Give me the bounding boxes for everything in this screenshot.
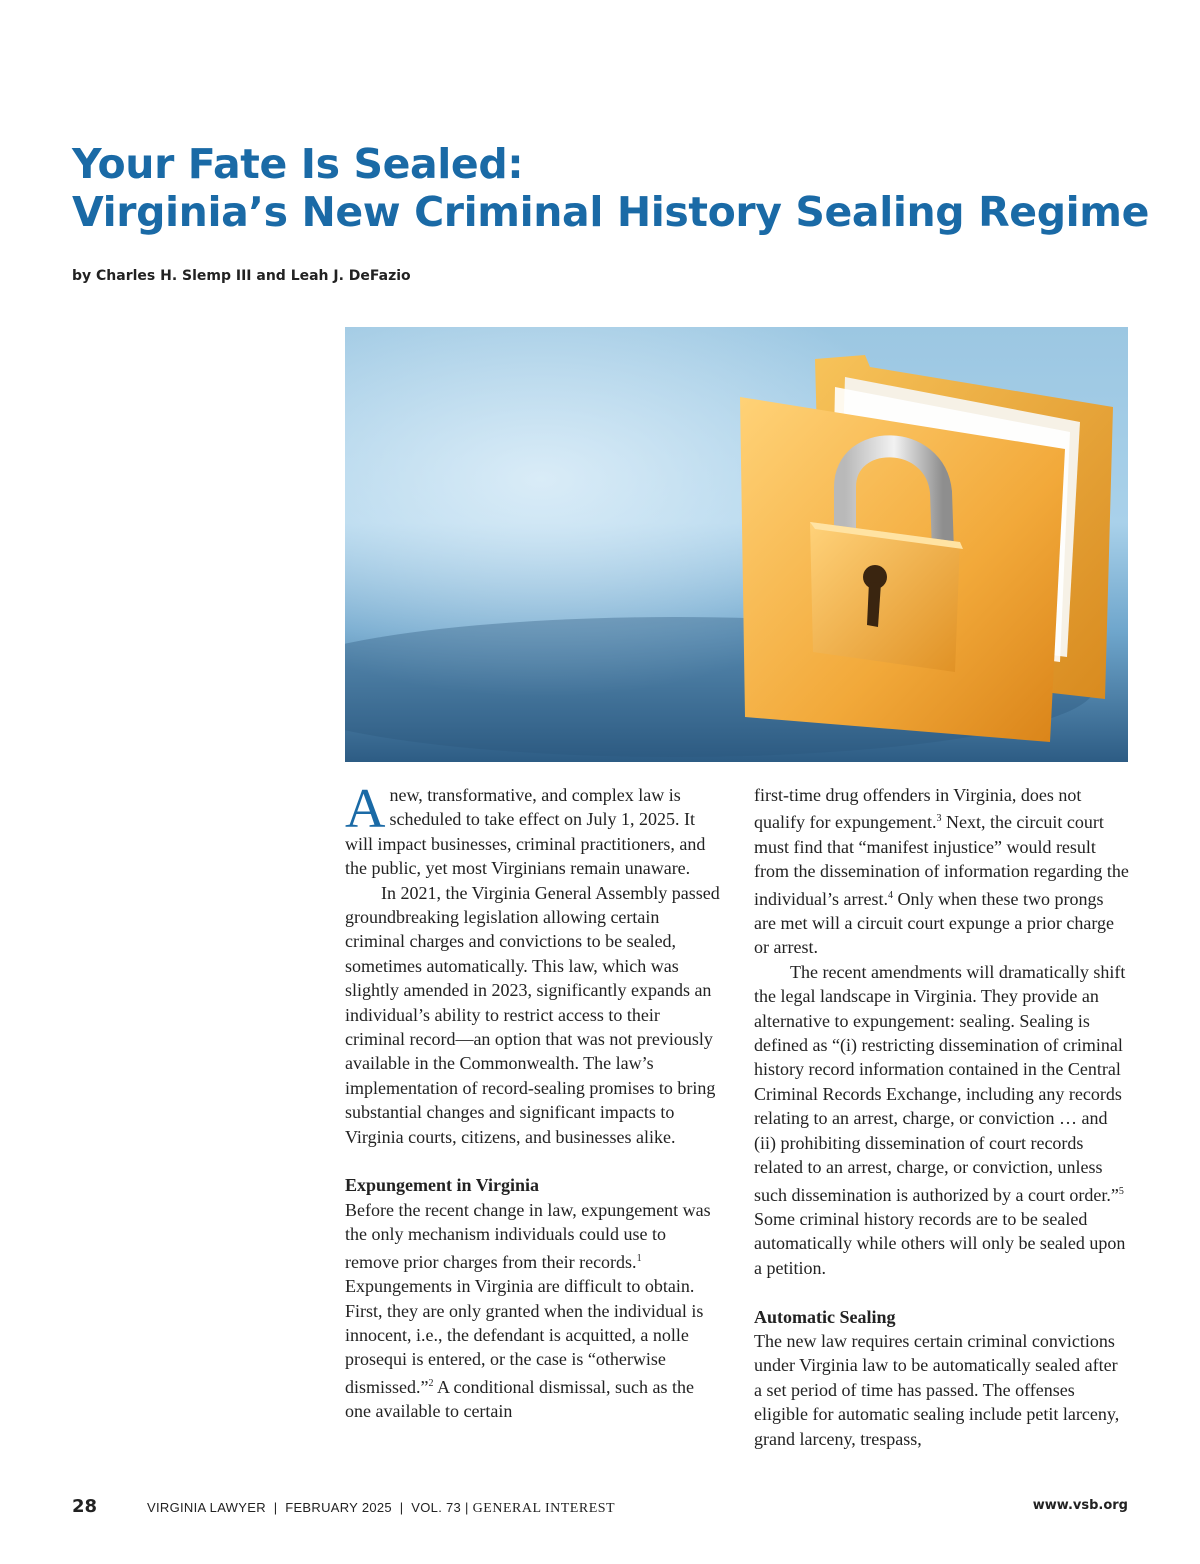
title-line-2: Virginia’s New Criminal History Sealing Regime — [72, 188, 1150, 236]
website-link[interactable]: www.vsb.org — [1032, 1498, 1128, 1513]
page-number: 28 — [72, 1496, 98, 1517]
paragraph-amendments: The recent amendments will dramatically shift the legal landscape in Virginia. They provide an alternative to expungement: sealing. Sealing is defined as “(i) restricting dissemination of criminal history record information contained in the Central Criminal Records Exchange, including any records relating to an arrest, charge, or conviction … and (ii) prohibiting dissemination of court records related to an arrest, charge, or conviction, unless such dissemination is authorized by a court order.”$^5$ Some criminal history records are to be sealed automatically while others will only be sealed upon a petition. — [754, 961, 1126, 1278]
footnote-ref: 5 — [1118, 1185, 1124, 1197]
drop-cap: A — [345, 778, 386, 840]
padlock-folder-illustration — [345, 327, 1128, 762]
footnote-ref: 4 — [887, 889, 893, 901]
byline: by Charles H. Slemp III and Leah J. DeFazio — [72, 268, 411, 284]
paragraph-automatic-sealing: The new law requires certain criminal convictions under Virginia law to be automatically sealed after a set period of time has passed. The offenses eligible for automatic sealing include petit larceny, grand larceny, trespass, — [754, 1330, 1120, 1449]
section-heading-automatic-sealing: Automatic Sealing — [754, 1306, 896, 1327]
footnote-ref: 2 — [428, 1377, 434, 1389]
publication-info: VIRGINIA LAWYER | FEBRUARY 2025 | VOL. 73 | GENERAL INTEREST — [147, 1500, 616, 1516]
footnote-ref: 1 — [636, 1252, 642, 1264]
article-column-left — [345, 778, 720, 1424]
footnote-ref: 3 — [936, 813, 942, 825]
article-column-right — [754, 783, 1129, 1451]
article-title — [72, 140, 1150, 236]
paragraph-2021-legislation: In 2021, the Virginia General Assembly passed groundbreaking legislation allowing certain criminal charges and convictions to be sealed, sometimes automatically. This law, which was slightly amended in 2023, significantly expands an individual’s ability to restrict access to their criminal record—an option that was not previously available in the Commonwealth. The law’s implementation of record-sealing promises to bring substantial changes and significant impacts to Virginia courts, citizens, and businesses alike. — [345, 882, 720, 1147]
paragraph-expungement: Before the recent change in law, expungement was the only mechanism individuals could use to remove prior charges from their records.$^1$ Expungements in Virginia are difficult to obtain. First, they are only granted when the individual is innocent, i.e., the defendant is acquitted, a nolle prosequi is entered, or the case is “otherwise dismissed.”$^2$ A conditional dismissal, such as the one available to certain — [345, 1199, 711, 1422]
section-heading-expungement: Expungement in Virginia — [345, 1175, 540, 1196]
page-footer — [0, 1494, 1200, 1524]
title-line-1: Your Fate Is Sealed: — [72, 140, 524, 188]
section-name: GENERAL INTEREST — [468, 1501, 616, 1516]
paragraph-intro: Anew, transformative, and complex law is scheduled to take effect on July 1, 2025. It will impact businesses, criminal practitioners, and the public, yet most Virginians remain unaware. — [345, 778, 706, 879]
paragraph-expungement-continued: first-time drug offenders in Virginia, does not qualify for expungement.$^3$ Next, the circuit court must find that “manifest injustice” would result from the dissemination of information regarding the individual’s arrest.$^4$ Only when these two prongs are met will a circuit court expunge a prior charge or arrest. — [754, 785, 1129, 958]
